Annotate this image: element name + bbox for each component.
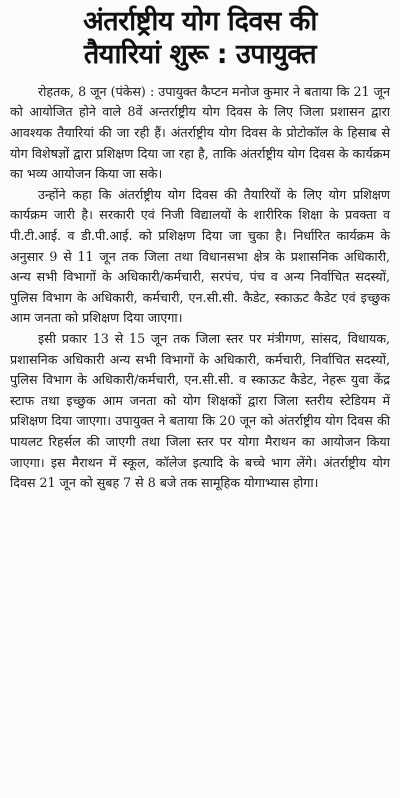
headline-line-2: तैयारियां शुरू : उपायुक्त [83,38,317,70]
paragraph-1: रोहतक, 8 जून (पंकेस) : उपायुक्त कैप्टन मनोज कुमार ने बताया कि 21 जून को आयोजित होने वाले 8वें अन्तर्राष्ट्रीय योग दिवस के लिए जिला प्रशासन द्वारा आवश्यक तैयारियां की जा रही हैं। अंतर्राष्ट्रीय योग दिवस के प्रोटोकॉल के हिसाब से योग विशेषज्ञों द्वारा प्रशिक्षण दिया जा रहा है, ताकि अंतर्राष्ट्रीय योग दिवस के कार्यक्रम का भव्य आयोजन किया जा सके। [10,83,390,182]
paragraph-2: उन्होंने कहा कि अंतर्राष्ट्रीय योग दिवस की तैयारियों के लिए योग प्रशिक्षण कार्यक्रम जारी है। सरकारी एवं निजी विद्यालयों के शारीरिक शिक्षा के प्रवक्ता व पी.टी.आई. व डी.पी.आई. को प्रशिक्षण दिया जा चुका है। निर्धारित कार्यक्रम के अनुसार 9 से 11 जून तक जिला तथा विधानसभा क्षेत्र के प्रशासनिक अधिकारी, अन्य सभी विभागों के अधिकारी/कर्मचारी, सरपंच, पंच व अन्य निर्वाचित सदस्यों, पुलिस विभाग के अधिकारी, कर्मचारी, एन.सी.सी. कैडेट, स्काऊट कैडेट एवं इच्छुक आम जनता को प्रशिक्षण दिया जाएगा। [10,186,390,326]
headline-line-1: अंतर्राष्ट्रीय योग दिवस की [83,6,317,37]
headline [10,6,390,72]
article-body [10,82,390,494]
paragraph-3: इसी प्रकार 13 से 15 जून तक जिला स्तर पर मंत्रीगण, सांसद, विधायक, प्रशासनिक अधिकारी अन्य सभी विभागों के अधिकारी, कर्मचारी, निर्वाचित सदस्यों, पुलिस विभाग के अधिकारी/कर्मचारी, एन.सी.सी. व स्काऊट कैडेट, नेहरू युवा केंद्र स्टाफ तथा इच्छुक आम जनता को योग शिक्षकों द्वारा जिला स्तरीय स्टेडियम में प्रशिक्षण दिया जाएगा। उपायुक्त ने बताया कि 20 जून को अंतर्राष्ट्रीय योग दिवस की पायलट रिहर्सल की जाएगी तथा जिला स्तर पर योगा मैराथन का आयोजन किया जाएगा। इस मैराथन में स्कूल, कॉलेज इत्यादि के बच्चे भाग लेंगे। अंतर्राष्ट्रीय योग दिवस 21 जून को सुबह 7 से 8 बजे तक सामूहिक योगाभ्यास होगा। [10,331,390,491]
